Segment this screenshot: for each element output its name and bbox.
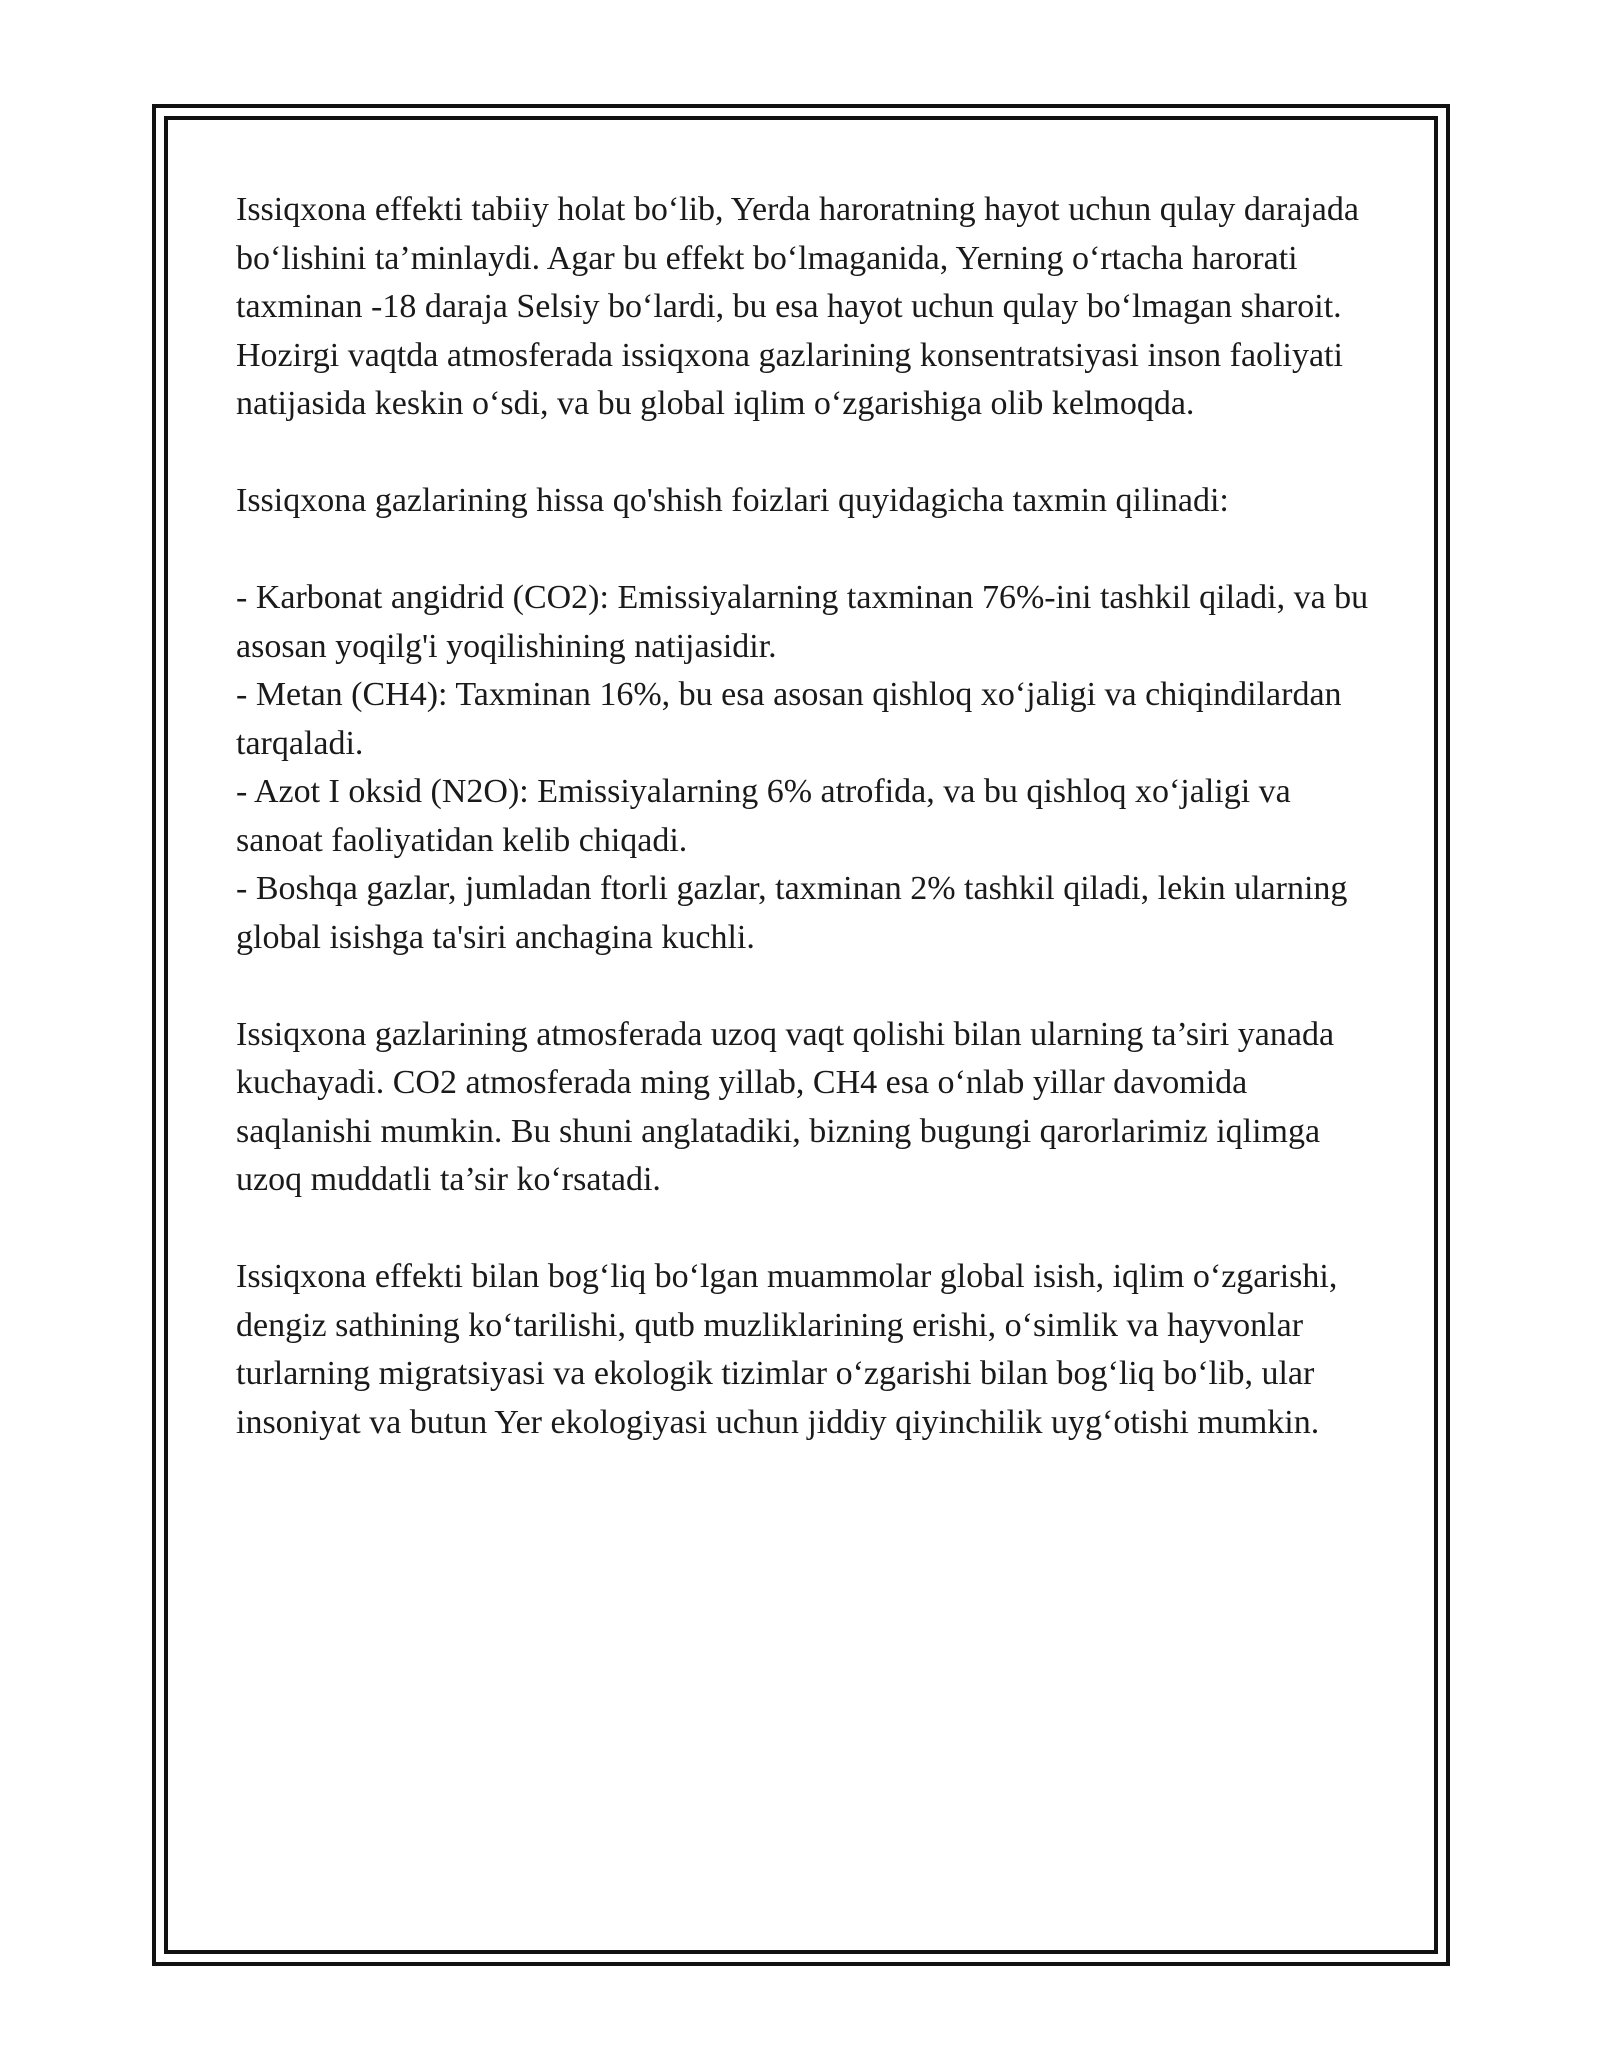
list-item-co2: - Karbonat angidrid (CO2): Emissiyalarning taxminan 76%-ini tashkil qiladi, va bu asosan yoqilg'i yoqilishining natijasidir. bbox=[236, 579, 1369, 665]
list-item-ch4: - Metan (CH4): Taxminan 16%, bu esa asosan qishloq xo‘jaligi va chiqindilardan tarqaladi. bbox=[236, 676, 1342, 762]
document-body bbox=[236, 186, 1386, 1496]
gas-share-list bbox=[236, 574, 1386, 962]
list-item-other-gases: - Boshqa gazlar, jumladan ftorli gazlar, taxminan 2% tashkil qiladi, lekin ularning global isishga ta'siri anchagina kuchli. bbox=[236, 870, 1348, 956]
paragraph-consequences: Issiqxona effekti bilan bog‘liq bo‘lgan muammolar global isish, iqlim o‘zgarishi, dengiz sathining ko‘tarilishi, qutb muzliklarining erishi, o‘simlik va hayvonlar turlarning migratsiyasi va ekologik tizimlar o‘zgarishi bilan bog‘liq bo‘lib, ular insoniyat va butun Yer ekologiyasi uchun jiddiy qiyinchilik uyg‘otishi mumkin. bbox=[236, 1258, 1338, 1441]
paragraph-list-intro: Issiqxona gazlarining hissa qo'shish foizlari quyidagicha taxmin qilinadi: bbox=[236, 482, 1229, 519]
list-item-n2o: - Azot I oksid (N2O): Emissiyalarning 6% atrofida, va bu qishloq xo‘jaligi va sanoat faoliyatidan kelib chiqadi. bbox=[236, 773, 1291, 859]
paragraph-intro: Issiqxona effekti tabiiy holat bo‘lib, Yerda haroratning hayot uchun qulay darajada bo‘lishini ta’minlaydi. Agar bu effekt bo‘lmaganida, Yerning o‘rtacha harorati taxminan -18 daraja Selsiy bo‘lardi, bu esa hayot uchun qulay bo‘lmagan sharoit. Hozirgi vaqtda atmosferada issiqxona gazlarining konsentratsiyasi inson faoliyati natijasida keskin o‘sdi, va bu global iqlim o‘zgarishiga olib kelmoqda. bbox=[236, 191, 1359, 422]
paragraph-persistence: Issiqxona gazlarining atmosferada uzoq vaqt qolishi bilan ularning ta’siri yanada kuchayadi. CO2 atmosferada ming yillab, CH4 esa o‘nlab yillar davomida saqlanishi mumkin. Bu shuni anglatadiki, bizning bugungi qarorlarimiz iqlimga uzoq muddatli ta’sir ko‘rsatadi. bbox=[236, 1015, 1335, 1198]
